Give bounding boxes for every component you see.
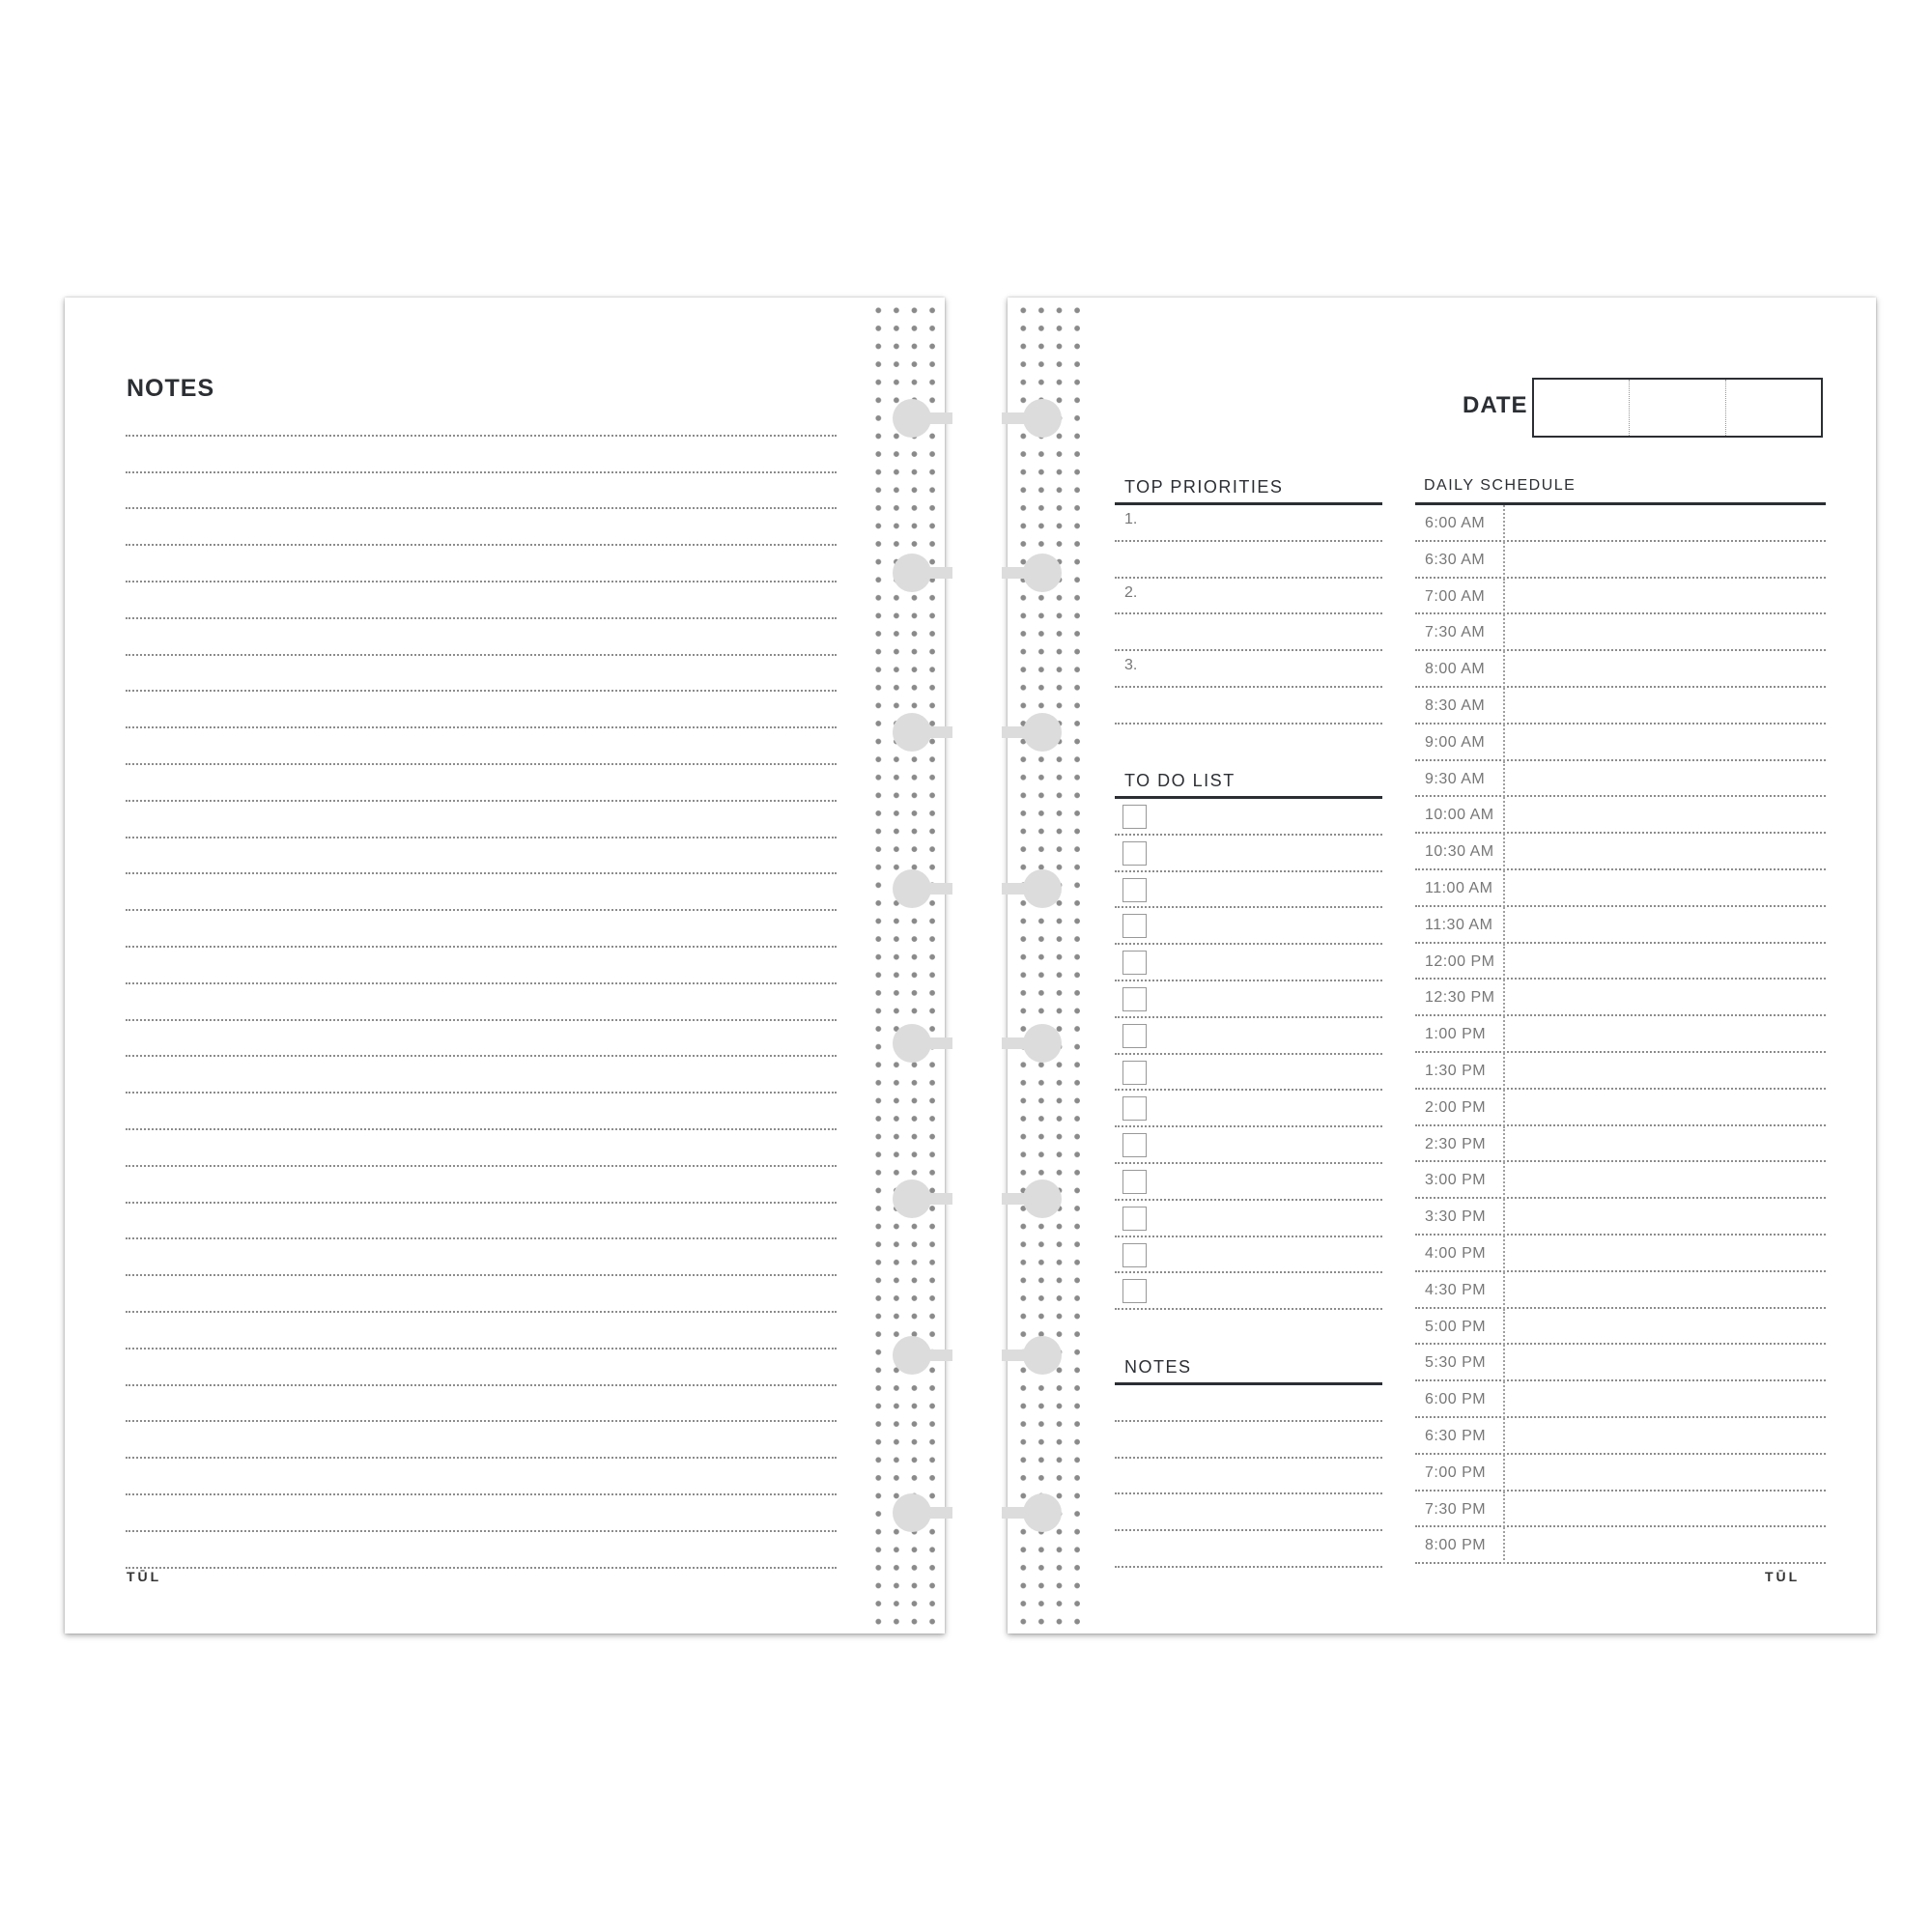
checkbox[interactable] — [1122, 1061, 1147, 1085]
schedule-time: 3:00 PM — [1425, 1172, 1487, 1189]
schedule-divider — [1503, 870, 1505, 907]
schedule-time: 7:30 PM — [1425, 1500, 1487, 1518]
schedule-row[interactable] — [1415, 1345, 1826, 1381]
schedule-row[interactable] — [1415, 1053, 1826, 1090]
schedule-divider — [1503, 1418, 1505, 1455]
notes-line[interactable] — [126, 1094, 837, 1130]
to-do-item[interactable] — [1115, 908, 1382, 945]
left-notes-page — [65, 298, 945, 1634]
notes-line[interactable] — [126, 1386, 837, 1423]
checkbox[interactable] — [1122, 1024, 1147, 1048]
schedule-divider — [1503, 834, 1505, 870]
date-day-cell[interactable] — [1630, 380, 1725, 436]
notes-line[interactable] — [126, 984, 837, 1021]
schedule-divider — [1503, 1272, 1505, 1309]
notes-line[interactable] — [1115, 1494, 1382, 1531]
schedule-divider — [1503, 797, 1505, 834]
schedule-time: 1:30 PM — [1425, 1062, 1487, 1079]
schedule-divider — [1503, 1016, 1505, 1053]
disc-slot — [1023, 554, 1062, 592]
disc-slot — [1023, 1179, 1062, 1218]
punch-dot-strip — [867, 298, 945, 1634]
notes-line[interactable] — [1115, 1531, 1382, 1568]
schedule-time: 6:30 AM — [1425, 551, 1486, 568]
schedule-divider — [1503, 614, 1505, 651]
disc-slot — [893, 1179, 931, 1218]
to-do-item[interactable] — [1115, 981, 1382, 1018]
notes-line[interactable] — [126, 1459, 837, 1495]
schedule-time: 1:00 PM — [1425, 1026, 1487, 1043]
disc-slot — [1023, 1493, 1062, 1532]
schedule-time: 8:30 AM — [1425, 696, 1486, 714]
priority-line[interactable] — [1115, 614, 1382, 651]
schedule-row[interactable] — [1415, 797, 1826, 834]
disc-slot — [1023, 1336, 1062, 1375]
priority-line[interactable] — [1115, 505, 1382, 542]
notes-line[interactable] — [126, 1130, 837, 1167]
schedule-row[interactable] — [1415, 1236, 1826, 1272]
schedule-row[interactable] — [1415, 651, 1826, 688]
checkbox[interactable] — [1122, 914, 1147, 938]
schedule-row[interactable] — [1415, 870, 1826, 907]
schedule-divider — [1503, 1162, 1505, 1199]
notes-line[interactable] — [126, 802, 837, 838]
schedule-time: 9:00 AM — [1425, 733, 1486, 751]
disc-slot — [893, 1024, 931, 1063]
schedule-time: 10:00 AM — [1425, 807, 1494, 824]
to-do-item[interactable] — [1115, 1164, 1382, 1201]
schedule-row[interactable] — [1415, 1492, 1826, 1528]
schedule-time: 12:00 PM — [1425, 952, 1495, 970]
to-do-item[interactable] — [1115, 1237, 1382, 1274]
notes-line[interactable] — [126, 546, 837, 582]
schedule-time: 2:00 PM — [1425, 1098, 1487, 1116]
checkbox[interactable] — [1122, 987, 1147, 1011]
disc-slot — [1023, 399, 1062, 438]
schedule-row[interactable] — [1415, 542, 1826, 579]
priority-number: 3. — [1124, 657, 1138, 674]
notes-section-lines — [1115, 1385, 1382, 1568]
schedule-divider — [1503, 944, 1505, 980]
notes-line[interactable] — [126, 582, 837, 619]
schedule-row[interactable] — [1415, 1126, 1826, 1163]
schedule-divider — [1503, 1309, 1505, 1346]
schedule-time: 8:00 AM — [1425, 661, 1486, 678]
to-do-list — [1115, 799, 1382, 1310]
schedule-divider — [1503, 1236, 1505, 1272]
daily-schedule-list — [1415, 505, 1826, 1564]
schedule-row[interactable] — [1415, 724, 1826, 761]
priority-line[interactable] — [1115, 688, 1382, 724]
notes-line[interactable] — [126, 765, 837, 802]
disc-slot — [893, 554, 931, 592]
notes-line[interactable] — [126, 1276, 837, 1313]
date-year-cell[interactable] — [1726, 380, 1821, 436]
checkbox[interactable] — [1122, 841, 1147, 866]
schedule-divider — [1503, 688, 1505, 724]
disc-slot — [893, 1336, 931, 1375]
disc-slot — [893, 399, 931, 438]
schedule-divider — [1503, 1199, 1505, 1236]
notes-line[interactable] — [126, 473, 837, 510]
to-do-item[interactable] — [1115, 1127, 1382, 1164]
schedule-row[interactable] — [1415, 505, 1826, 542]
schedule-row[interactable] — [1415, 1527, 1826, 1564]
to-do-item[interactable] — [1115, 836, 1382, 872]
date-month-cell[interactable] — [1534, 380, 1630, 436]
disc-slot — [893, 1493, 931, 1532]
notes-line[interactable] — [126, 1422, 837, 1459]
schedule-time: 4:00 PM — [1425, 1244, 1487, 1262]
to-do-item[interactable] — [1115, 1273, 1382, 1310]
priority-line[interactable] — [1115, 579, 1382, 615]
schedule-time: 7:00 PM — [1425, 1463, 1487, 1481]
top-priorities-heading: TOP PRIORITIES — [1124, 477, 1284, 497]
notes-line[interactable] — [126, 911, 837, 948]
schedule-divider — [1503, 761, 1505, 798]
schedule-divider — [1503, 1345, 1505, 1381]
checkbox[interactable] — [1122, 951, 1147, 975]
schedule-row[interactable] — [1415, 834, 1826, 870]
notes-line[interactable] — [126, 1167, 837, 1204]
checkbox[interactable] — [1122, 1243, 1147, 1267]
notes-line[interactable] — [126, 437, 837, 473]
disc-slot — [1023, 869, 1062, 908]
schedule-time: 8:00 PM — [1425, 1537, 1487, 1554]
checkbox[interactable] — [1122, 878, 1147, 902]
schedule-row[interactable] — [1415, 1309, 1826, 1346]
to-do-item[interactable] — [1115, 1055, 1382, 1092]
schedule-row[interactable] — [1415, 688, 1826, 724]
disc-slot — [1023, 1024, 1062, 1063]
notes-line[interactable] — [126, 509, 837, 546]
disc-slot — [893, 713, 931, 752]
schedule-divider — [1503, 724, 1505, 761]
schedule-divider — [1503, 1126, 1505, 1163]
notes-line[interactable] — [126, 1532, 837, 1569]
schedule-divider — [1503, 1381, 1505, 1418]
notes-line[interactable] — [126, 728, 837, 765]
notes-line[interactable] — [1115, 1422, 1382, 1459]
notes-line[interactable] — [126, 400, 837, 437]
notes-line[interactable] — [1115, 1459, 1382, 1495]
schedule-row[interactable] — [1415, 614, 1826, 651]
schedule-divider — [1503, 1053, 1505, 1090]
schedule-row[interactable] — [1415, 1016, 1826, 1053]
to-do-list-heading: TO DO LIST — [1124, 771, 1236, 790]
notes-lines — [126, 400, 837, 1569]
date-label: DATE — [1463, 392, 1528, 418]
schedule-time: 11:00 AM — [1425, 879, 1493, 896]
schedule-row[interactable] — [1415, 944, 1826, 980]
schedule-divider — [1503, 651, 1505, 688]
schedule-row[interactable] — [1415, 1381, 1826, 1418]
notes-line[interactable] — [126, 1021, 837, 1058]
disc-slot — [1023, 713, 1062, 752]
checkbox[interactable] — [1122, 1096, 1147, 1121]
checkbox[interactable] — [1122, 1133, 1147, 1157]
notes-heading: NOTES — [127, 375, 215, 402]
to-do-item[interactable] — [1115, 945, 1382, 981]
schedule-time: 3:30 PM — [1425, 1208, 1487, 1226]
notes-line[interactable] — [126, 1204, 837, 1240]
brand-logo: TŪL — [127, 1569, 162, 1584]
schedule-row[interactable] — [1415, 1455, 1826, 1492]
schedule-row[interactable] — [1415, 1418, 1826, 1455]
notes-section-heading: NOTES — [1124, 1357, 1192, 1377]
schedule-divider — [1503, 980, 1505, 1016]
notes-line[interactable] — [126, 1057, 837, 1094]
disc-slot — [893, 869, 931, 908]
schedule-divider — [1503, 907, 1505, 944]
punch-dot-strip — [1012, 298, 1090, 1634]
schedule-divider — [1503, 1492, 1505, 1528]
daily-schedule-heading: DAILY SCHEDULE — [1424, 477, 1577, 494]
schedule-row[interactable] — [1415, 761, 1826, 798]
schedule-time: 7:00 AM — [1425, 587, 1486, 605]
schedule-row[interactable] — [1415, 1199, 1826, 1236]
schedule-time: 6:00 PM — [1425, 1391, 1487, 1408]
priority-number: 2. — [1124, 583, 1138, 601]
to-do-item[interactable] — [1115, 872, 1382, 909]
schedule-time: 4:30 PM — [1425, 1281, 1487, 1298]
priority-line[interactable] — [1115, 651, 1382, 688]
priority-line[interactable] — [1115, 542, 1382, 579]
schedule-divider — [1503, 579, 1505, 615]
notes-line[interactable] — [126, 619, 837, 656]
notes-line[interactable] — [126, 1313, 837, 1350]
schedule-time: 11:30 AM — [1425, 916, 1493, 933]
checkbox[interactable] — [1122, 1279, 1147, 1303]
notes-line[interactable] — [126, 838, 837, 875]
schedule-row[interactable] — [1415, 1272, 1826, 1309]
schedule-time: 10:30 AM — [1425, 843, 1494, 861]
date-box[interactable] — [1532, 378, 1823, 438]
priority-number: 1. — [1124, 511, 1138, 527]
schedule-time: 6:30 PM — [1425, 1427, 1487, 1444]
schedule-row[interactable] — [1415, 579, 1826, 615]
right-daily-page — [1008, 298, 1876, 1634]
schedule-divider — [1503, 1090, 1505, 1126]
notes-line[interactable] — [126, 656, 837, 693]
schedule-time: 7:30 AM — [1425, 624, 1486, 641]
schedule-time: 5:00 PM — [1425, 1318, 1487, 1335]
notes-line[interactable] — [126, 1239, 837, 1276]
notes-line[interactable] — [126, 1495, 837, 1532]
notes-line[interactable] — [126, 1350, 837, 1386]
notes-line[interactable] — [1115, 1385, 1382, 1422]
schedule-divider — [1503, 1527, 1505, 1564]
notes-line[interactable] — [126, 692, 837, 728]
schedule-divider — [1503, 1455, 1505, 1492]
schedule-time: 12:30 PM — [1425, 989, 1495, 1007]
checkbox[interactable] — [1122, 805, 1147, 829]
brand-logo: TŪL — [1765, 1569, 1801, 1584]
schedule-divider — [1503, 505, 1505, 542]
to-do-item[interactable] — [1115, 1018, 1382, 1055]
schedule-time: 5:30 PM — [1425, 1354, 1487, 1372]
schedule-row[interactable] — [1415, 907, 1826, 944]
schedule-time: 6:00 AM — [1425, 515, 1486, 531]
notes-line[interactable] — [126, 948, 837, 984]
schedule-divider — [1503, 542, 1505, 579]
top-priorities-list — [1115, 505, 1382, 724]
schedule-time: 2:30 PM — [1425, 1135, 1487, 1152]
schedule-row[interactable] — [1415, 980, 1826, 1016]
to-do-item[interactable] — [1115, 1201, 1382, 1237]
schedule-row[interactable] — [1415, 1162, 1826, 1199]
schedule-time: 9:30 AM — [1425, 770, 1486, 787]
to-do-item[interactable] — [1115, 799, 1382, 836]
notes-line[interactable] — [126, 874, 837, 911]
checkbox[interactable] — [1122, 1170, 1147, 1194]
to-do-item[interactable] — [1115, 1091, 1382, 1127]
schedule-row[interactable] — [1415, 1090, 1826, 1126]
checkbox[interactable] — [1122, 1207, 1147, 1231]
